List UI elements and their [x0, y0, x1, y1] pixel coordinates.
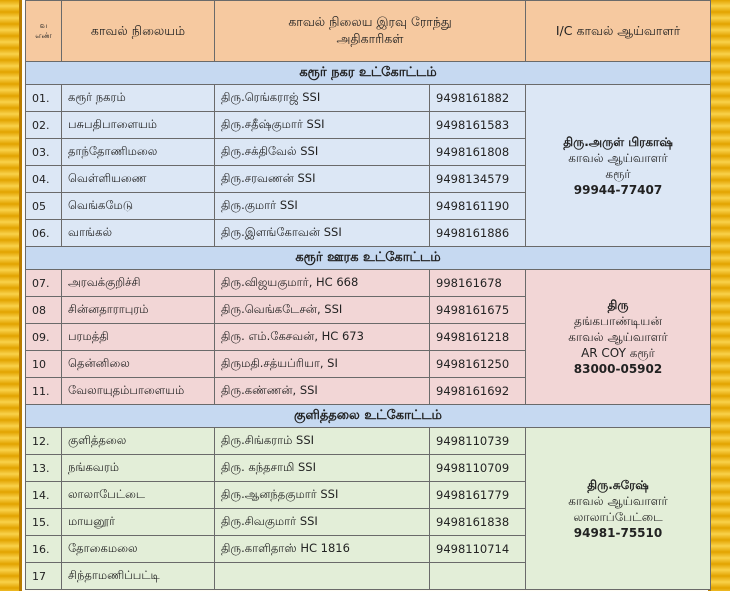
station-cell: வேலாயுதம்பாளையம்: [62, 378, 215, 405]
serial-no-cell: 06.: [26, 220, 62, 247]
officer-cell: திரு.ஆனந்தகுமார் SSI: [215, 482, 430, 509]
station-cell: மாயனூர்: [62, 509, 215, 536]
officer-cell: திரு.வெங்கடேசன், SSI: [215, 297, 430, 324]
inspector-phone: 83000-05902: [573, 362, 663, 376]
inspector-name: திரு.சுரேஷ்: [587, 477, 649, 492]
phone-cell: 9498161692: [430, 378, 526, 405]
section-title: கரூர் நகர உட்கோட்டம்: [26, 62, 711, 85]
officer-cell: திரு. கந்தசாமி SSI: [215, 455, 430, 482]
phone-cell: 9498161675: [430, 297, 526, 324]
station-cell: சிந்தாமணிப்பட்டி: [62, 563, 215, 590]
inspector-line: காவல் ஆய்வாளர்: [568, 150, 668, 165]
right-decorative-border: [708, 0, 730, 591]
officer-cell: திரு. எம்.கேசவன், HC 673: [215, 324, 430, 351]
phone-cell: 998161678: [430, 270, 526, 297]
inspector-cell: [526, 428, 711, 590]
inspector-cell: [526, 270, 711, 405]
inspector-name: திரு.அருள் பிரகாஷ்: [563, 134, 673, 149]
station-cell: தோகைமலை: [62, 536, 215, 563]
phone-cell: 9498161218: [430, 324, 526, 351]
station-cell: லாலாபேட்டை: [62, 482, 215, 509]
officer-cell: திரு.ரெங்கராஜ் SSI: [215, 85, 430, 112]
station-cell: சின்னதாராபுரம்: [62, 297, 215, 324]
inspector-cell: [526, 85, 711, 247]
serial-no-cell: 05: [26, 193, 62, 220]
serial-no-cell: 12.: [26, 428, 62, 455]
phone-cell: 9498110739: [430, 428, 526, 455]
section-header-row: [26, 247, 711, 270]
phone-cell: 9498110709: [430, 455, 526, 482]
phone-cell: 9498110714: [430, 536, 526, 563]
header-officers: காவல் நிலைய இரவு ரோந்து அதிகாரிகள்: [215, 1, 526, 62]
inspector-phone: 99944-77407: [573, 182, 663, 197]
officer-cell: திரு.சதீஷ்குமார் SSI: [215, 112, 430, 139]
officer-cell: [215, 563, 430, 590]
inspector-line: தங்கபாண்டியன்: [574, 314, 662, 328]
station-cell: பரமத்தி: [62, 324, 215, 351]
serial-no-cell: 01.: [26, 85, 62, 112]
serial-no-cell: 04.: [26, 166, 62, 193]
section-title: கரூர் ஊரக உட்கோட்டம்: [26, 247, 711, 270]
serial-no-cell: 17: [26, 563, 62, 590]
phone-cell: 9498161583: [430, 112, 526, 139]
table-row: [26, 270, 711, 297]
serial-no-cell: 03.: [26, 139, 62, 166]
officer-cell: திரு.விஜயகுமார், HC 668: [215, 270, 430, 297]
inspector-line: கரூர்: [605, 166, 631, 181]
serial-no-cell: 02.: [26, 112, 62, 139]
officer-cell: திரு.காளிதாஸ் HC 1816: [215, 536, 430, 563]
inspector-phone: 94981-75510: [573, 525, 663, 540]
section-header-row: [26, 405, 711, 428]
serial-no-cell: 14.: [26, 482, 62, 509]
inspector-line: காவல் ஆய்வாளர்: [568, 493, 668, 508]
officer-cell: திரு.குமார் SSI: [215, 193, 430, 220]
phone-cell: 9498161808: [430, 139, 526, 166]
station-cell: வெங்கமேடு: [62, 193, 215, 220]
header-row: [26, 1, 711, 62]
officer-cell: திரு.கண்ணன், SSI: [215, 378, 430, 405]
phone-cell: 9498161190: [430, 193, 526, 220]
left-decorative-border: [0, 0, 22, 591]
phone-cell: 9498161882: [430, 85, 526, 112]
phone-cell: 9498134579: [430, 166, 526, 193]
serial-no-cell: 10: [26, 351, 62, 378]
station-cell: கரூர் நகரம்: [62, 85, 215, 112]
serial-no-cell: 09.: [26, 324, 62, 351]
station-cell: வாங்கல்: [62, 220, 215, 247]
phone-cell: [430, 563, 526, 590]
table-row: [26, 428, 711, 455]
phone-cell: 9498161250: [430, 351, 526, 378]
section-header-row: [26, 62, 711, 85]
officer-cell: திரு.சரவணன் SSI: [215, 166, 430, 193]
phone-cell: 9498161838: [430, 509, 526, 536]
inspector-line: லாலாப்பேட்டை: [573, 509, 663, 524]
officer-cell: திரு.சக்திவேல் SSI: [215, 139, 430, 166]
phone-cell: 9498161886: [430, 220, 526, 247]
serial-no-cell: 11.: [26, 378, 62, 405]
header-inspector: I/C காவல் ஆய்வாளர்: [526, 1, 711, 62]
serial-no-cell: 13.: [26, 455, 62, 482]
serial-no-cell: 15.: [26, 509, 62, 536]
serial-no-cell: 07.: [26, 270, 62, 297]
station-cell: பசுபதிபாளையம்: [62, 112, 215, 139]
station-cell: தாந்தோணிமலை: [62, 139, 215, 166]
inspector-line: AR COY கரூர்: [581, 346, 655, 360]
serial-no-cell: 16.: [26, 536, 62, 563]
station-cell: நங்கவரம்: [62, 455, 215, 482]
station-cell: அரவக்குறிச்சி: [62, 270, 215, 297]
officer-cell: திரு.இளங்கோவன் SSI: [215, 220, 430, 247]
phone-cell: 9498161779: [430, 482, 526, 509]
station-cell: குளித்தலை: [62, 428, 215, 455]
table-row: [26, 85, 711, 112]
officer-cell: திருமதி.சத்யப்ரியா, SI: [215, 351, 430, 378]
officer-cell: திரு.சிங்கராம் SSI: [215, 428, 430, 455]
station-cell: தென்னிலை: [62, 351, 215, 378]
section-title: குளித்தலை உட்கோட்டம்: [26, 405, 711, 428]
night-patrol-table: [25, 0, 711, 590]
serial-no-cell: 08: [26, 297, 62, 324]
header-serial-no: வ எண்: [26, 1, 62, 62]
officer-cell: திரு.சிவகுமார் SSI: [215, 509, 430, 536]
station-cell: வெள்ளியணை: [62, 166, 215, 193]
inspector-name: திரு: [607, 298, 629, 312]
inspector-line: காவல் ஆய்வாளர்: [568, 330, 668, 344]
header-station: காவல் நிலையம்: [62, 1, 215, 62]
